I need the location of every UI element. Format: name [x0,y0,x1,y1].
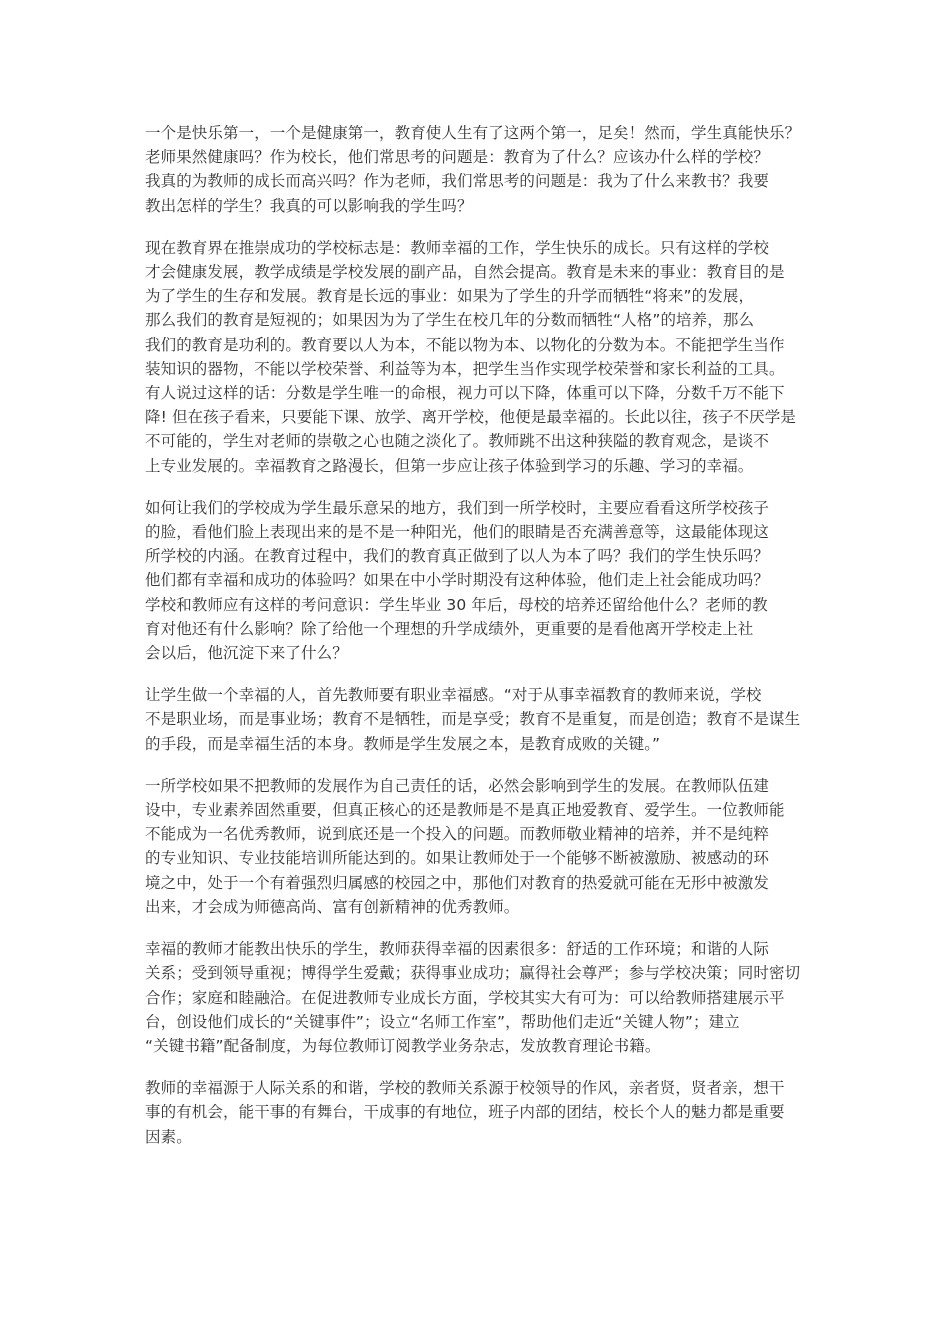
paragraph: 如何让我们的学校成为学生最乐意呆的地方，我们到一所学校时，主要应看看这所学校孩子 的脸，看他们脸上表现出来的是不是一种阳光，他们的眼睛是否充满善意等，这最能体现这 所学校的内涵。在教育过程中，我们的教育真正做到了以人为本了吗？我们的学生快乐吗？ 他们都有幸福和成功的体验吗？如果在中小学时期没有这种体验，他们走上社会能成功吗？ 学校和教师应有这样的考问意识：学生毕业 30 年后，母校的培养还留给他什么？老师的教 育对他还有什么影响？除了给他一个理想的升学成绩外，更重要的是看他离开学校走上社 会以后，他沉淀下来了什么？ [145,498,770,663]
paragraph: 一所学校如果不把教师的发展作为自己责任的话，必然会影响到学生的发展。在教师队伍建 设中，专业素养固然重要，但真正核心的还是教师是不是真正地爱教育、爱学生。一位教师能 不能成为一名优秀教师，说到底还是一个投入的问题。而教师敬业精神的培养，并不是纯粹 的专业知识、专业技能培训所能达到的。如果让教师处于一个能够不断被激励、被感动的环 境之中，处于一个有着强烈归属感的校园之中，那他们对教育的热爱就可能在无形中被激发 出来，才会成为师德高尚、富有创新精神的优秀教师。 [145,776,785,916]
paragraph: 一个是快乐第一，一个是健康第一，教育使人生有了这两个第一，足矣！然而，学生真能快乐？ 老师果然健康吗？作为校长，他们常思考的问题是：教育为了什么？应该办什么样的学校？ 我真的为教师的成长而高兴吗？作为老师，我们常思考的问题是：我为了什么来教书？我要 教出怎样的学生？我真的可以影响我的学生吗？ [145,124,801,215]
document-body [145,121,835,1167]
paragraph: 教师的幸福源于人际关系的和谐，学校的教师关系源于校领导的作风，亲者贤，贤者亲，想干 事的有机会，能干事的有舞台，干成事的有地位，班子内部的团结，校长个人的魅力都是重要 因素。 [145,1079,785,1146]
paragraph: 幸福的教师才能教出快乐的学生，教师获得幸福的因素很多：舒适的工作环境；和谐的人际 关系；受到领导重视；博得学生爱戴；获得事业成功；赢得社会尊严；参与学校决策；同时密切 合作；家庭和睦融洽。在促进教师专业成长方面，学校其实大有可为：可以给教师搭建展示平 台，创设他们成长的“关键事件”；设立“名师工作室”，帮助他们走近“关键人物”；建立 “关键书籍”配备制度，为每位教师订阅教学业务杂志，发放教育理论书籍。 [145,940,801,1055]
paragraph: 现在教育界在推崇成功的学校标志是：教师幸福的工作，学生快乐的成长。只有这样的学校 才会健康发展，教学成绩是学校发展的副产品，自然会提高。教育是未来的事业：教育目的是 为了学生的生存和发展。教育是长远的事业：如果为了学生的升学而牺牲“将来”的发展， 那么我们的教育是短视的；如果因为为了学生在校几年的分数而牺牲“人格”的培养，那么 我们的教育是功利的。教育要以人为本，不能以物为本、以物化的分数为本。不能把学生当作 装知识的器物，不能以学校荣誉、利益等为本，把学生当作实现学校荣誉和家长利益的工具。 有人说过这样的话：分数是学生唯一的命根，视力可以下降，体重可以下降，分数千万不能下 降! 但在孩子看来，只要能下课、放学、离开学校，他便是最幸福的。长此以往，孩子不厌学是 不可能的，学生对老师的崇敬之心也随之淡化了。教师跳不出这种狭隘的教育观念，是谈不 上专业发展的。幸福教育之路漫长，但第一步应让孩子体验到学习的乐趣、学习的幸福。 [145,238,796,475]
paragraph: 让学生做一个幸福的人，首先教师要有职业幸福感。“对于从事幸福教育的教师来说，学校 不是职业场，而是事业场；教育不是牺牲，而是享受；教育不是重复，而是创造；教育不是谋生 的手段，而是幸福生活的本身。教师是学生发展之本，是教育成败的关键。” [145,686,801,753]
